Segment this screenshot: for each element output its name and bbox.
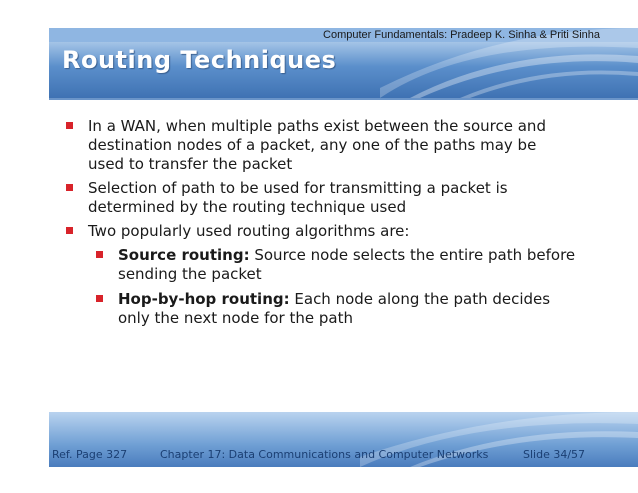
sub-bullet-text: Each node along the path decides only the next node for the path bbox=[118, 290, 551, 327]
sub-bullet-term: Source routing: bbox=[118, 246, 250, 264]
sub-bullet-term: Hop-by-hop routing: bbox=[118, 290, 290, 308]
footer-slide-number: Slide 34/57 bbox=[523, 448, 586, 461]
bullet-text: In a WAN, when multiple paths exist between the source and destination nodes of a packet, any one of the paths may be used to transfer the packet bbox=[88, 117, 546, 173]
bullet-item bbox=[66, 179, 576, 217]
square-bullet-icon bbox=[96, 251, 103, 258]
footer-chapter: Chapter 17: Data Communications and Computer Networks bbox=[160, 448, 489, 461]
header-divider bbox=[49, 98, 638, 100]
sub-bullet-item bbox=[96, 290, 576, 328]
bullet-item bbox=[66, 117, 576, 174]
bullet-text: Two popularly used routing algorithms are: bbox=[88, 222, 410, 240]
square-bullet-icon bbox=[96, 295, 103, 302]
slide-title: Routing Techniques bbox=[62, 46, 337, 74]
bullet-item bbox=[66, 222, 576, 241]
book-caption: Computer Fundamentals: Pradeep K. Sinha & Priti Sinha bbox=[323, 29, 600, 41]
slide-content bbox=[66, 117, 576, 334]
square-bullet-icon bbox=[66, 227, 73, 234]
bullet-text: Selection of path to be used for transmitting a packet is determined by the routing technique used bbox=[88, 179, 508, 216]
square-bullet-icon bbox=[66, 184, 73, 191]
sub-bullet-text: Source node selects the entire path before sending the packet bbox=[118, 246, 576, 283]
footer-ref-page: Ref. Page 327 bbox=[52, 448, 128, 461]
square-bullet-icon bbox=[66, 122, 73, 129]
sub-bullet-item bbox=[96, 246, 576, 284]
